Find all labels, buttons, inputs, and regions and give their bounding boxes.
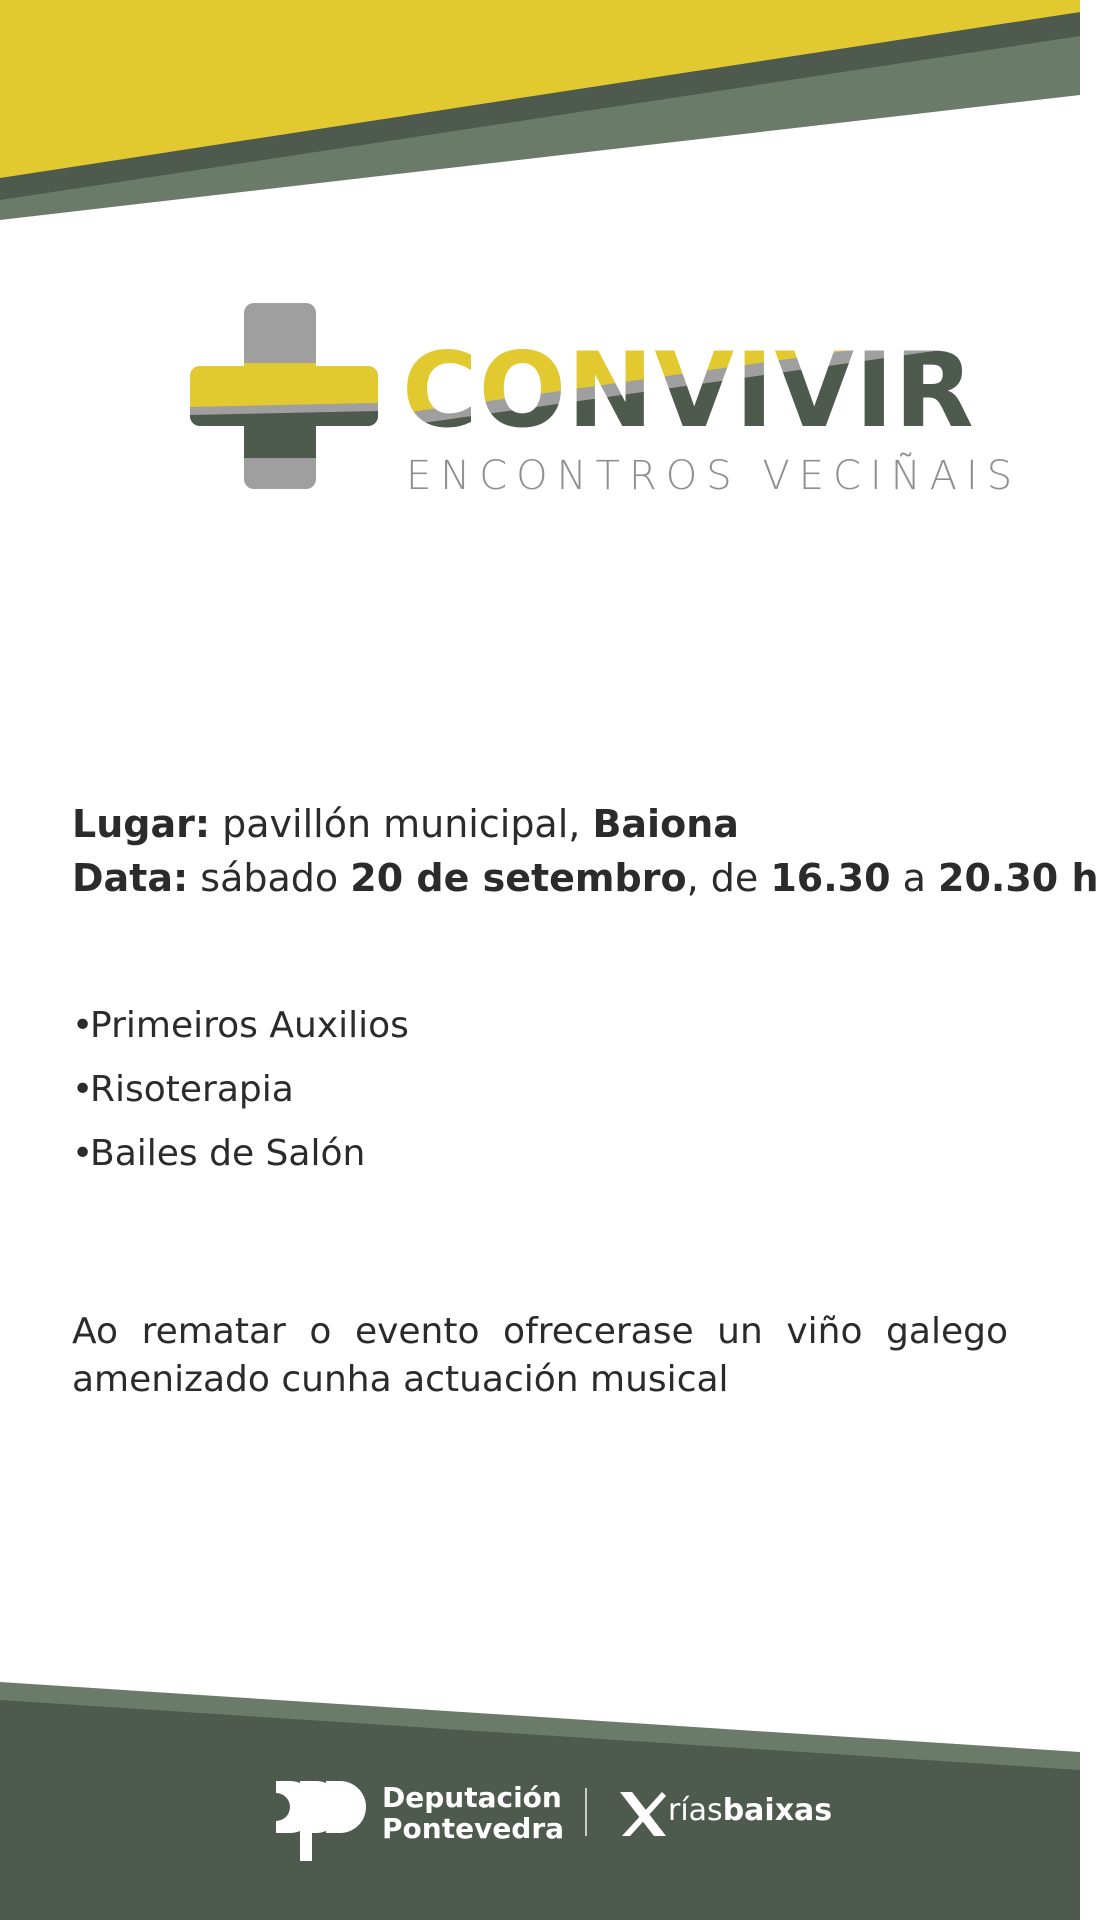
date-day: sábado bbox=[200, 856, 339, 900]
riasbaixas-x-icon bbox=[618, 1790, 668, 1838]
date-value: 20 de setembro bbox=[350, 856, 687, 900]
list-item bbox=[72, 1122, 409, 1186]
event-info bbox=[72, 797, 1099, 905]
list-item bbox=[72, 994, 409, 1058]
deputacion-line1: Deputación bbox=[382, 1781, 562, 1814]
activity-label: Bailes de Salón bbox=[90, 1133, 366, 1174]
activities-list bbox=[72, 994, 409, 1186]
date-line bbox=[72, 851, 1099, 905]
activity-label: Risoterapia bbox=[90, 1069, 294, 1110]
time-end: 20.30 h bbox=[938, 856, 1099, 900]
riasbaixas-text bbox=[668, 1793, 832, 1829]
time-start: 16.30 bbox=[770, 856, 891, 900]
bullet: • bbox=[72, 1133, 94, 1174]
deputacion-line2: Pontevedra bbox=[382, 1812, 565, 1845]
date-to: a bbox=[902, 856, 926, 900]
bullet: • bbox=[72, 1005, 94, 1046]
place-value: pavillón municipal, bbox=[222, 802, 581, 846]
place-town: Baiona bbox=[592, 802, 739, 846]
date-label: Data: bbox=[72, 856, 189, 900]
list-item bbox=[72, 1058, 409, 1122]
plus-cross-icon bbox=[190, 303, 378, 489]
logo-tagline: ENCONTROS VECIÑAIS bbox=[406, 453, 1022, 499]
date-from: , de bbox=[686, 856, 759, 900]
deputacion-logo-icon bbox=[272, 1777, 368, 1863]
convivir-logo bbox=[190, 303, 1022, 503]
footer-divider bbox=[585, 1788, 587, 1836]
activity-label: Primeiros Auxilios bbox=[90, 1005, 409, 1046]
logo-wordmark: CONVIVIR bbox=[402, 331, 975, 451]
deputacion-text bbox=[382, 1782, 564, 1844]
footer-logos bbox=[0, 1760, 1080, 1870]
riasbaixas-light: rías bbox=[668, 1793, 723, 1828]
bullet: • bbox=[72, 1069, 94, 1110]
place-label: Lugar: bbox=[72, 802, 211, 846]
riasbaixas-strong: baixas bbox=[722, 1793, 833, 1828]
closing-note: Ao rematar o evento ofrecerase un viño galego amenizado cunha actuación musical bbox=[72, 1311, 1008, 1400]
place-line bbox=[72, 797, 1012, 851]
